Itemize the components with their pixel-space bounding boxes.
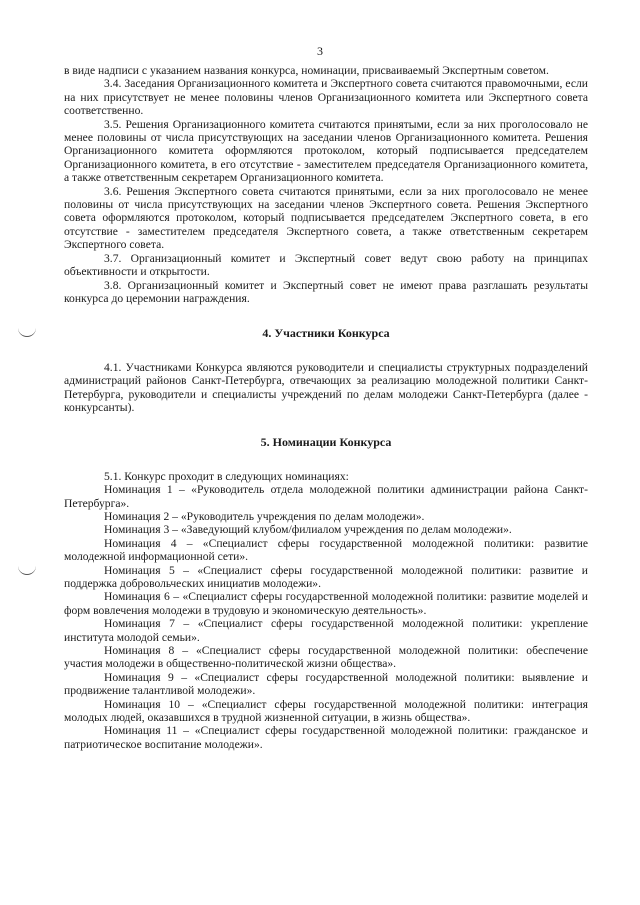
nomination-item: Номинация 9 – «Специалист сферы государственной молодежной политики: выявление и продвижение талантливой молодежи». — [64, 670, 588, 698]
nomination-item: Номинация 7 – «Специалист сферы государственной молодежной политики: укрепление института молодой семьи». — [64, 617, 588, 644]
page-number: 3 — [317, 44, 323, 58]
section-heading-participants: 4. Участники Конкурса — [262, 326, 390, 341]
nomination-item: Номинация 4 – «Специалист сферы государственной молодежной политики: развитие молодежной информационной сети». — [64, 536, 588, 564]
hole-punch-mark — [18, 328, 36, 337]
paragraph: в виде надписи с указанием названия конкурса, номинации, присваиваемый Экспертным советом. — [64, 64, 549, 77]
nomination-item: Номинация 8 – «Специалист сферы государственной молодежной политики: обеспечение участия молодежи в общественно-политической жизни общества». — [64, 644, 588, 671]
paragraph-3-4: 3.4. Заседания Организационного комитета и Экспертного совета считаются правомочными, если на них присутствует не менее половины членов Организационного комитета или Экспертного совета соответственно. — [64, 77, 588, 118]
nomination-item: Номинация 11 – «Специалист сферы государственной молодежной политики: гражданское и патриотическое воспитание молодежи». — [64, 724, 588, 751]
nomination-item: Номинация 1 – «Руководитель отдела молодежной политики администрации района Санкт-Петербурга». — [64, 483, 588, 510]
nomination-item: Номинация 10 – «Специалист сферы государственной молодежной политики: интеграция молодых людей, оказавшихся в трудной жизненной ситуации, в жизнь общества». — [64, 697, 588, 725]
paragraph-3-7: 3.7. Организационный комитет и Экспертный совет ведут свою работу на принципах объективности и открытости. — [64, 251, 588, 279]
hole-punch-mark — [18, 566, 36, 575]
document-body — [64, 64, 588, 751]
paragraph-3-6: 3.6. Решения Экспертного совета считаются принятыми, если за них проголосовало не менее половины от числа присутствующих на заседании членов Экспертного совета. Решения Экспертного совета оформляются протоколом, который подписывается председателем Экспертного совета, в его отсутствие - заместителем председателя Экспертного совета, а также ответственным секретарем Экспертного совета. — [64, 184, 588, 252]
paragraph-3-5: 3.5. Решения Организационного комитета считаются принятыми, если за них проголосовало не менее половины от числа присутствующих на заседании членов Организационного комитета. Решения Организационного комитета оформляются протоколом, который подписывается председателем Организационного комитета, в его отсутствие - заместителем председателя Организационного комитета, а также ответственным секретарем Организационного комитета. — [64, 117, 588, 185]
paragraph-4-1: 4.1. Участниками Конкурса являются руководители и специалисты структурных подразделений администраций районов Санкт-Петербурга, отвечающих за реализацию молодежной политики Санкт-Петербурга, руководители и специалисты учреждений по делам молодежи Санкт-Петербурга (далее - конкурсанты). — [64, 360, 588, 414]
nomination-item: Номинация 6 – «Специалист сферы государственной молодежной политики: развитие моделей и форм вовлечения молодежи в трудовую и экономическую деятельность». — [64, 590, 588, 617]
paragraph-3-8: 3.8. Организационный комитет и Экспертный совет не имеют права разглашать результаты конкурса до церемонии награждения. — [64, 278, 588, 305]
nomination-item: Номинация 2 – «Руководитель учреждения по делам молодежи». — [104, 509, 425, 523]
nomination-item: Номинация 3 – «Заведующий клубом/филиалом учреждения по делам молодежи». — [104, 523, 512, 537]
nomination-item: Номинация 5 – «Специалист сферы государственной молодежной политики: развитие и поддержка добровольческих инициатив молодежи». — [64, 563, 588, 590]
section-heading-nominations: 5. Номинации Конкурса — [260, 435, 392, 450]
paragraph-5-1: 5.1. Конкурс проходит в следующих номинациях: — [104, 469, 349, 483]
